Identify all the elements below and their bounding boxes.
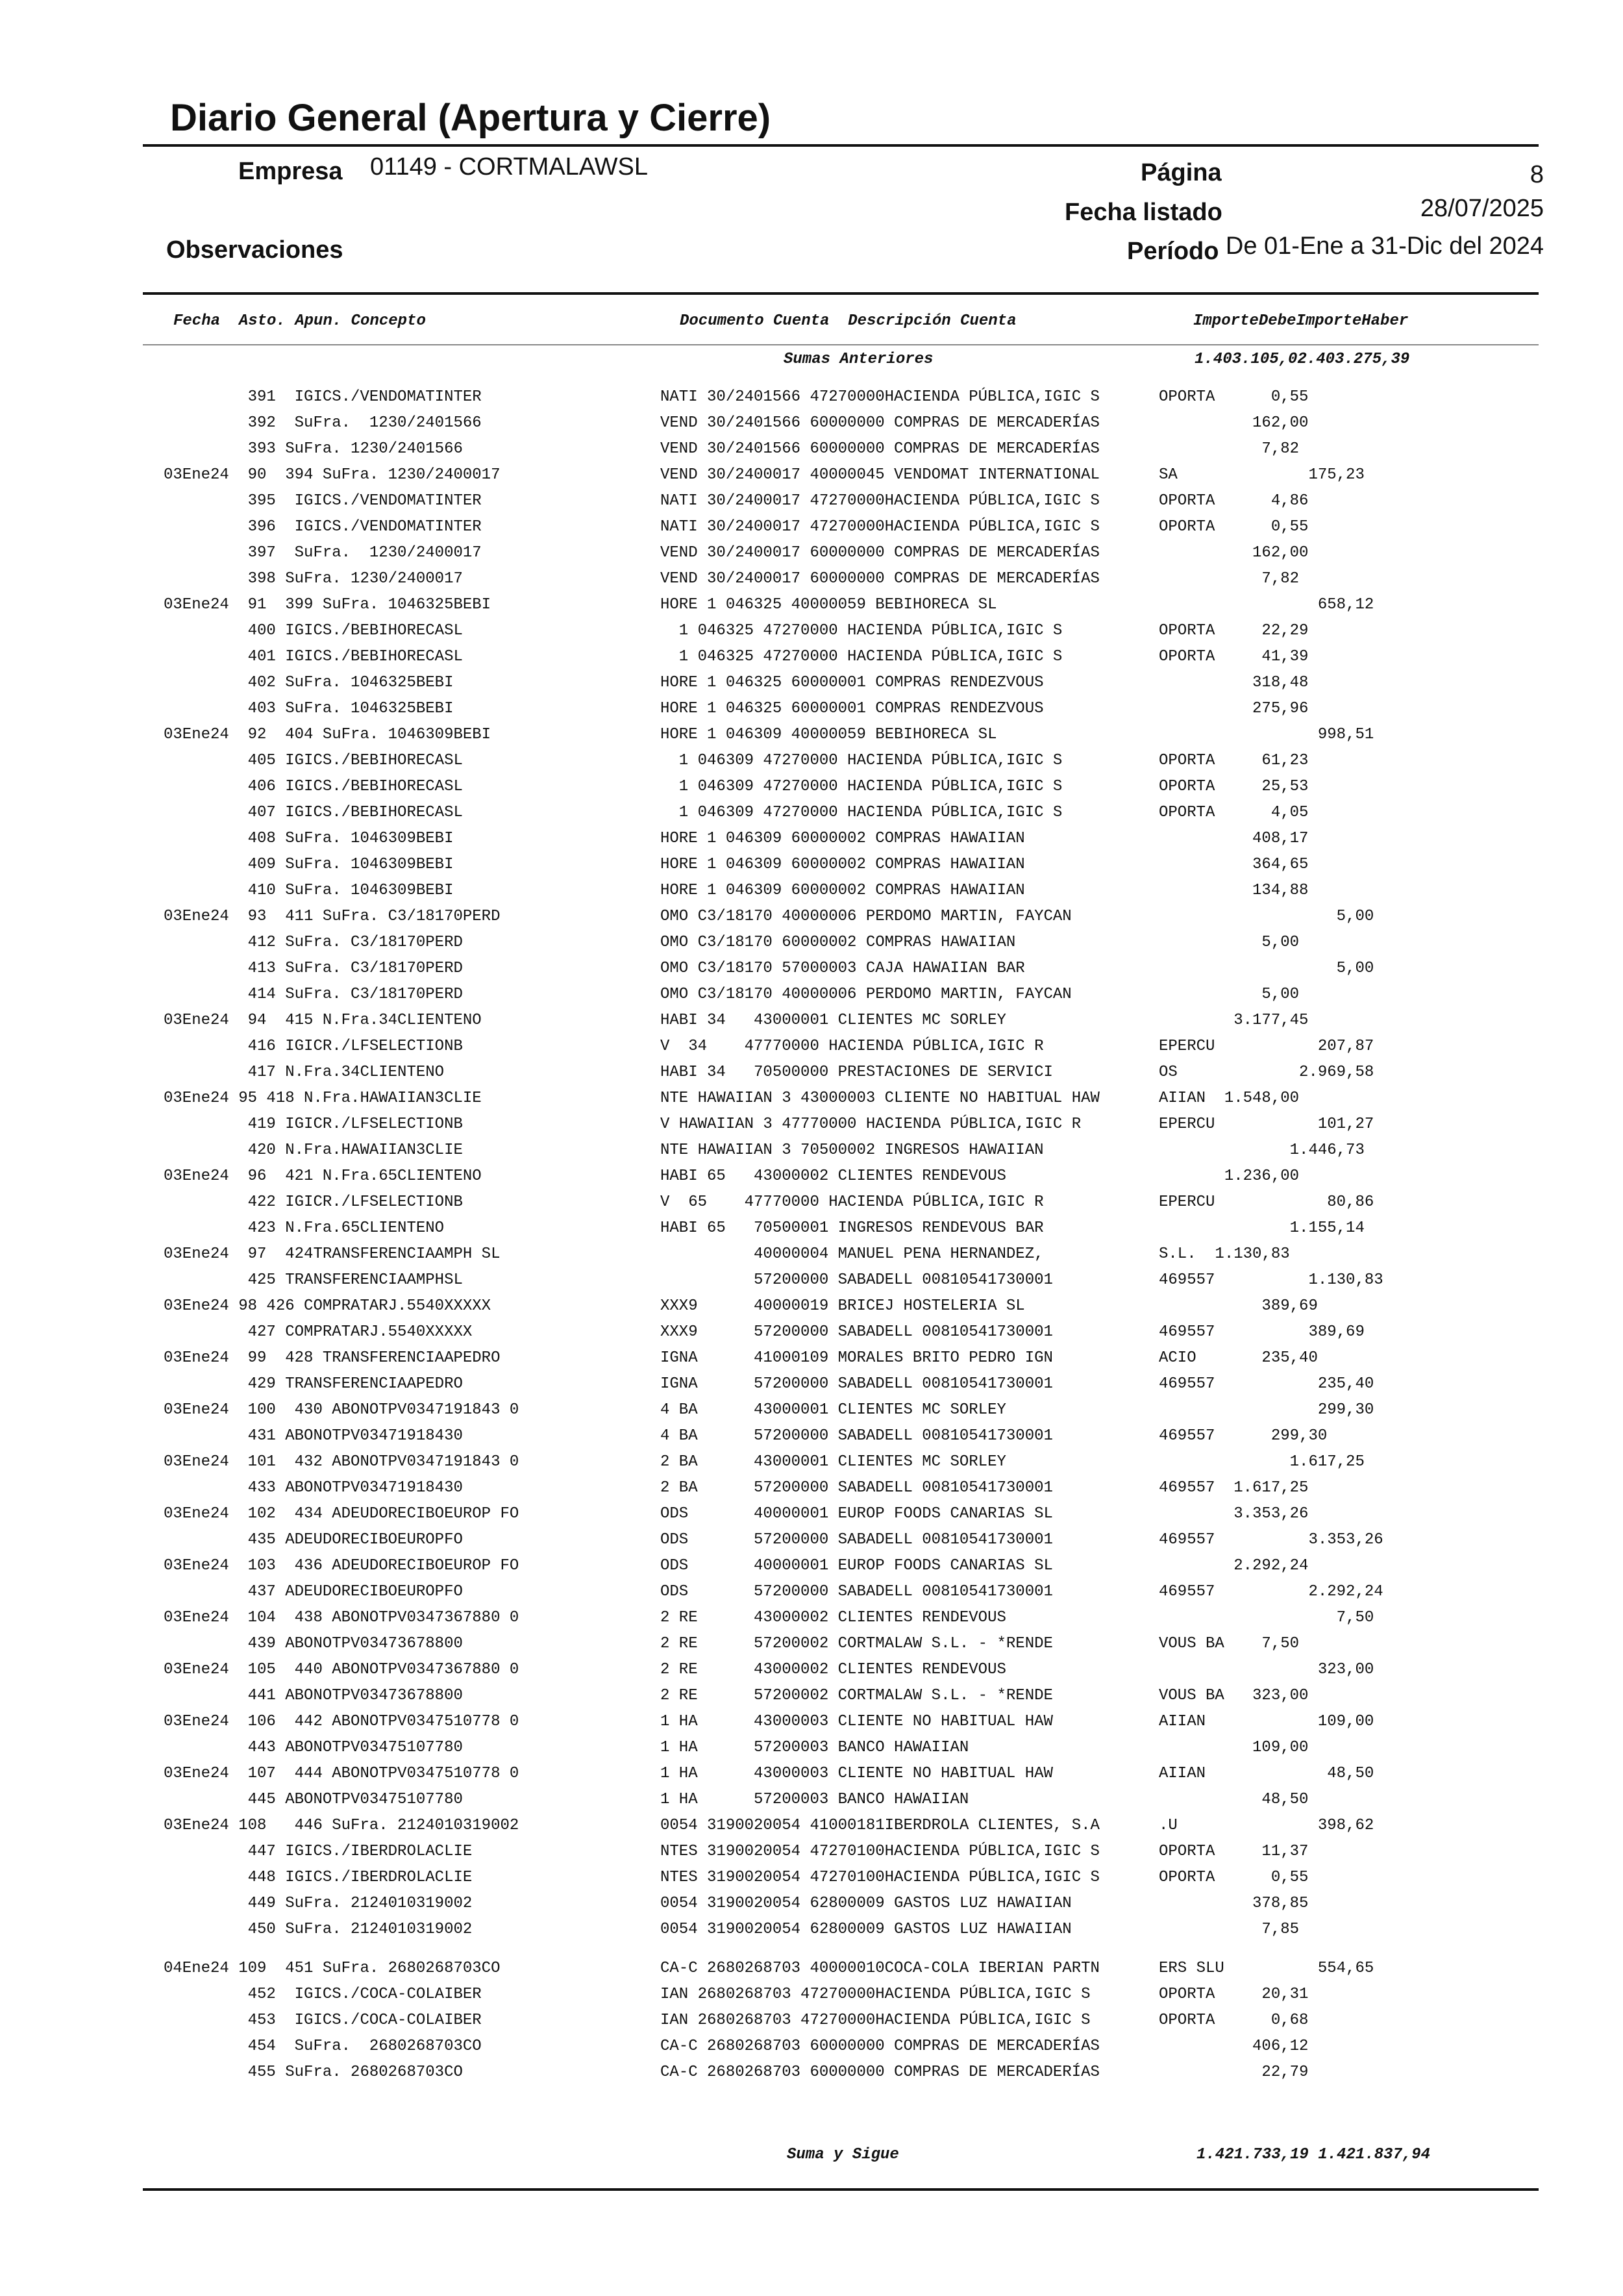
fecha-listado-value: 28/07/2025 bbox=[1420, 195, 1544, 222]
pagina-label: Página bbox=[1141, 159, 1222, 186]
entry-left: 03Ene24 104 438 ABONOTPV0347367880 0 bbox=[164, 1609, 519, 1627]
entry-amount: VOUS BA 323,00 bbox=[1159, 1687, 1309, 1704]
entry-amount: ACIO 235,40 bbox=[1159, 1349, 1318, 1367]
entry-left: 435 ADEUDORECIBOEUROPFO bbox=[164, 1531, 463, 1549]
entry-left: 403 SuFra. 1046325BEBI bbox=[164, 700, 454, 718]
entry-account: HABI 65 70500001 INGRESOS RENDEVOUS BAR bbox=[660, 1219, 1044, 1237]
entry-account: VEND 30/2400017 60000000 COMPRAS DE MERCADERÍAS bbox=[660, 544, 1100, 562]
entry-amount: 162,00 bbox=[1159, 544, 1309, 562]
entry-amount: OPORTA 4,05 bbox=[1159, 804, 1309, 821]
entry-amount: OPORTA 0,55 bbox=[1159, 1869, 1309, 1886]
entry-account: 1 046309 47270000 HACIENDA PÚBLICA,IGIC S bbox=[660, 752, 1063, 769]
entry-amount: 323,00 bbox=[1159, 1661, 1374, 1678]
entry-amount: SA 175,23 bbox=[1159, 466, 1365, 484]
entry-amount: 2.292,24 bbox=[1159, 1557, 1309, 1575]
entry-left: 427 COMPRATARJ.5540XXXXX bbox=[164, 1323, 473, 1341]
entry-left: 398 SuFra. 1230/2400017 bbox=[164, 570, 463, 588]
entry-amount: 408,17 bbox=[1159, 830, 1309, 847]
suma-y-sigue-values: 1.421.733,19 1.421.837,94 bbox=[1196, 2146, 1431, 2164]
entry-left: 392 SuFra. 1230/2401566 bbox=[164, 414, 482, 432]
entry-amount: 3.353,26 bbox=[1159, 1505, 1309, 1523]
entry-account: V 34 47770000 HACIENDA PÚBLICA,IGIC R bbox=[660, 1038, 1044, 1055]
entry-account: 1 HA 57200003 BANCO HAWAIIAN bbox=[660, 1739, 969, 1756]
entry-amount: 5,00 bbox=[1159, 986, 1300, 1003]
fecha-listado-label: Fecha listado bbox=[1065, 199, 1222, 226]
entry-amount: OPORTA 0,55 bbox=[1159, 518, 1309, 536]
entry-left: 417 N.Fra.34CLIENTENO bbox=[164, 1064, 445, 1081]
column-header-right: ImporteDebeImporteHaber bbox=[1193, 312, 1409, 330]
entry-account: HORE 1 046325 60000001 COMPRAS RENDEZVOUS bbox=[660, 674, 1044, 692]
entry-left: 429 TRANSFERENCIAAPEDRO bbox=[164, 1375, 463, 1393]
entry-left: 401 IGICS./BEBIHORECASL bbox=[164, 648, 463, 666]
entry-amount: EPERCU 101,27 bbox=[1159, 1116, 1374, 1133]
entry-account: V HAWAIIAN 3 47770000 HACIENDA PÚBLICA,IGIC R bbox=[660, 1116, 1082, 1133]
entry-account: 4 BA 43000001 CLIENTES MC SORLEY bbox=[660, 1401, 1006, 1419]
entry-account: HABI 34 70500000 PRESTACIONES DE SERVICI bbox=[660, 1064, 1053, 1081]
entry-account: VEND 30/2400017 40000045 VENDOMAT INTERNATIONAL bbox=[660, 466, 1100, 484]
entry-account: HORE 1 046325 60000001 COMPRAS RENDEZVOUS bbox=[660, 700, 1044, 718]
entry-amount: OPORTA 41,39 bbox=[1159, 648, 1309, 666]
entry-left: 433 ABONOTPV03471918430 bbox=[164, 1479, 463, 1497]
entry-account: ODS 40000001 EUROP FOODS CANARIAS SL bbox=[660, 1505, 1053, 1523]
entry-left: 03Ene24 92 404 SuFra. 1046309BEBI bbox=[164, 726, 491, 743]
column-header-middle: Documento Cuenta Descripción Cuenta bbox=[680, 312, 1017, 330]
entry-amount: 469557 1.130,83 bbox=[1159, 1271, 1383, 1289]
report-title: Diario General (Apertura y Cierre) bbox=[170, 97, 771, 139]
entry-account: VEND 30/2400017 60000000 COMPRAS DE MERCADERÍAS bbox=[660, 570, 1100, 588]
observaciones-label: Observaciones bbox=[166, 236, 343, 264]
entry-left: 03Ene24 97 424TRANSFERENCIAAMPH SL bbox=[164, 1245, 501, 1263]
entry-amount: 469557 299,30 bbox=[1159, 1427, 1328, 1445]
entry-account: 2 RE 43000002 CLIENTES RENDEVOUS bbox=[660, 1609, 1006, 1627]
entry-left: 03Ene24 96 421 N.Fra.65CLIENTENO bbox=[164, 1167, 482, 1185]
entry-amount: 364,65 bbox=[1159, 856, 1309, 873]
entry-amount: OS 2.969,58 bbox=[1159, 1064, 1374, 1081]
sumas-anteriores-label: Sumas Anteriores bbox=[784, 351, 934, 368]
entry-amount: 1.617,25 bbox=[1159, 1453, 1365, 1471]
entry-account: OMO C3/18170 40000006 PERDOMO MARTIN, FAYCAN bbox=[660, 986, 1072, 1003]
pagina-value: 8 bbox=[1530, 161, 1544, 188]
periodo-label: Período bbox=[1127, 238, 1219, 265]
entry-amount: OPORTA 22,29 bbox=[1159, 622, 1309, 640]
entry-left: 397 SuFra. 1230/2400017 bbox=[164, 544, 482, 562]
entry-left: 407 IGICS./BEBIHORECASL bbox=[164, 804, 463, 821]
entry-left: 400 IGICS./BEBIHORECASL bbox=[164, 622, 463, 640]
entry-account: 0054 3190020054 41000181IBERDROLA CLIENTES, S.A bbox=[660, 1817, 1100, 1834]
entry-left: 412 SuFra. C3/18170PERD bbox=[164, 934, 463, 951]
entry-account: HORE 1 046309 60000002 COMPRAS HAWAIIAN bbox=[660, 830, 1025, 847]
entry-left: 420 N.Fra.HAWAIIAN3CLIE bbox=[164, 1142, 463, 1159]
entry-account: VEND 30/2401566 60000000 COMPRAS DE MERCADERÍAS bbox=[660, 414, 1100, 432]
empresa-label: Empresa bbox=[238, 158, 343, 185]
entry-amount: 48,50 bbox=[1159, 1791, 1309, 1808]
entry-account: 2 BA 43000001 CLIENTES MC SORLEY bbox=[660, 1453, 1006, 1471]
entry-amount: 998,51 bbox=[1159, 726, 1374, 743]
entry-account: NATI 30/2401566 47270000HACIENDA PÚBLICA,IGIC S bbox=[660, 388, 1100, 406]
entry-account: 1 046309 47270000 HACIENDA PÚBLICA,IGIC S bbox=[660, 804, 1063, 821]
entry-amount: AIIAN 109,00 bbox=[1159, 1713, 1374, 1730]
entry-account: VEND 30/2401566 60000000 COMPRAS DE MERCADERÍAS bbox=[660, 440, 1100, 458]
entry-amount: OPORTA 11,37 bbox=[1159, 1843, 1309, 1860]
entry-amount: 7,50 bbox=[1159, 1609, 1374, 1627]
entry-account: 2 RE 57200002 CORTMALAW S.L. - *RENDE bbox=[660, 1687, 1053, 1704]
entry-left: 391 IGICS./VENDOMATINTER bbox=[164, 388, 482, 406]
entry-amount: EPERCU 80,86 bbox=[1159, 1193, 1374, 1211]
entry-amount: 318,48 bbox=[1159, 674, 1309, 692]
column-header-left: Fecha Asto. Apun. Concepto bbox=[173, 312, 426, 330]
entry-left: 450 SuFra. 2124010319002 bbox=[164, 1921, 473, 1938]
entry-account: NTES 3190020054 47270100HACIENDA PÚBLICA,IGIC S bbox=[660, 1843, 1100, 1860]
entry-left: 04Ene24 109 451 SuFra. 2680268703CO bbox=[164, 1960, 501, 1977]
entry-left: 03Ene24 106 442 ABONOTPV0347510778 0 bbox=[164, 1713, 519, 1730]
entry-amount: 7,82 bbox=[1159, 440, 1300, 458]
entry-account: 1 046325 47270000 HACIENDA PÚBLICA,IGIC S bbox=[660, 622, 1063, 640]
entry-amount: 7,82 bbox=[1159, 570, 1300, 588]
entry-account: 1 046309 47270000 HACIENDA PÚBLICA,IGIC S bbox=[660, 778, 1063, 795]
entry-account: 2 RE 43000002 CLIENTES RENDEVOUS bbox=[660, 1661, 1006, 1678]
entry-left: 03Ene24 98 426 COMPRATARJ.5540XXXXX bbox=[164, 1297, 491, 1315]
entry-left: 416 IGICR./LFSELECTIONB bbox=[164, 1038, 463, 1055]
entry-account: 4 BA 57200000 SABADELL 00810541730001 bbox=[660, 1427, 1053, 1445]
entry-left: 03Ene24 107 444 ABONOTPV0347510778 0 bbox=[164, 1765, 519, 1782]
entry-amount: S.L. 1.130,83 bbox=[1159, 1245, 1290, 1263]
entry-account: HORE 1 046309 60000002 COMPRAS HAWAIIAN bbox=[660, 882, 1025, 899]
entry-account: OMO C3/18170 57000003 CAJA HAWAIIAN BAR bbox=[660, 960, 1025, 977]
entry-left: 441 ABONOTPV03473678800 bbox=[164, 1687, 463, 1704]
entry-left: 452 IGICS./COCA-COLAIBER bbox=[164, 1986, 482, 2003]
entry-account: CA-C 2680268703 60000000 COMPRAS DE MERCADERÍAS bbox=[660, 2064, 1100, 2081]
entry-left: 03Ene24 95 418 N.Fra.HAWAIIAN3CLIE bbox=[164, 1090, 482, 1107]
entry-amount: 5,00 bbox=[1159, 908, 1374, 925]
entry-account: HABI 34 43000001 CLIENTES MC SORLEY bbox=[660, 1012, 1006, 1029]
entry-account: 57200000 SABADELL 00810541730001 bbox=[660, 1271, 1053, 1289]
entry-amount: 1.236,00 bbox=[1159, 1167, 1300, 1185]
entry-account: 1 HA 43000003 CLIENTE NO HABITUAL HAW bbox=[660, 1713, 1053, 1730]
entry-left: 396 IGICS./VENDOMATINTER bbox=[164, 518, 482, 536]
entry-amount: 378,85 bbox=[1159, 1895, 1309, 1912]
entry-left: 443 ABONOTPV03475107780 bbox=[164, 1739, 463, 1756]
entry-amount: 469557 2.292,24 bbox=[1159, 1583, 1383, 1601]
entry-left: 405 IGICS./BEBIHORECASL bbox=[164, 752, 463, 769]
entry-account: ODS 40000001 EUROP FOODS CANARIAS SL bbox=[660, 1557, 1053, 1575]
entry-account: ODS 57200000 SABADELL 00810541730001 bbox=[660, 1583, 1053, 1601]
entry-amount: 469557 1.617,25 bbox=[1159, 1479, 1309, 1497]
entry-left: 453 IGICS./COCA-COLAIBER bbox=[164, 2012, 482, 2029]
entry-account: NTE HAWAIIAN 3 70500002 INGRESOS HAWAIIAN bbox=[660, 1142, 1044, 1159]
entry-amount: 7,85 bbox=[1159, 1921, 1300, 1938]
entry-amount: 134,88 bbox=[1159, 882, 1309, 899]
entry-account: 2 RE 57200002 CORTMALAW S.L. - *RENDE bbox=[660, 1635, 1053, 1653]
entry-amount: OPORTA 25,53 bbox=[1159, 778, 1309, 795]
entry-amount: .U 398,62 bbox=[1159, 1817, 1374, 1834]
entry-left: 447 IGICS./IBERDROLACLIE bbox=[164, 1843, 473, 1860]
entry-account: CA-C 2680268703 60000000 COMPRAS DE MERCADERÍAS bbox=[660, 2038, 1100, 2055]
entry-account: ODS 57200000 SABADELL 00810541730001 bbox=[660, 1531, 1053, 1549]
footer-rule bbox=[143, 2188, 1539, 2191]
entry-account: CA-C 2680268703 40000010COCA-COLA IBERIAN PARTN bbox=[660, 1960, 1100, 1977]
entry-amount: 658,12 bbox=[1159, 596, 1374, 614]
entry-left: 431 ABONOTPV03471918430 bbox=[164, 1427, 463, 1445]
entry-left: 03Ene24 108 446 SuFra. 2124010319002 bbox=[164, 1817, 519, 1834]
entry-account: OMO C3/18170 40000006 PERDOMO MARTIN, FAYCAN bbox=[660, 908, 1072, 925]
entry-amount: 1.155,14 bbox=[1159, 1219, 1365, 1237]
entry-amount: 5,00 bbox=[1159, 934, 1300, 951]
entry-account: 0054 3190020054 62800009 GASTOS LUZ HAWAIIAN bbox=[660, 1895, 1072, 1912]
entry-left: 402 SuFra. 1046325BEBI bbox=[164, 674, 454, 692]
entry-amount: 22,79 bbox=[1159, 2064, 1309, 2081]
entry-amount: AIIAN 1.548,00 bbox=[1159, 1090, 1300, 1107]
entry-amount: OPORTA 4,86 bbox=[1159, 492, 1309, 510]
entry-amount: OPORTA 0,55 bbox=[1159, 388, 1309, 406]
entry-amount: 406,12 bbox=[1159, 2038, 1309, 2055]
entry-left: 409 SuFra. 1046309BEBI bbox=[164, 856, 454, 873]
entry-account: NTES 3190020054 47270100HACIENDA PÚBLICA,IGIC S bbox=[660, 1869, 1100, 1886]
entry-amount: 469557 389,69 bbox=[1159, 1323, 1365, 1341]
entry-account: 1 046325 47270000 HACIENDA PÚBLICA,IGIC S bbox=[660, 648, 1063, 666]
entry-amount: 299,30 bbox=[1159, 1401, 1374, 1419]
entry-left: 03Ene24 94 415 N.Fra.34CLIENTENO bbox=[164, 1012, 482, 1029]
entry-amount: 162,00 bbox=[1159, 414, 1309, 432]
entry-account: HORE 1 046309 60000002 COMPRAS HAWAIIAN bbox=[660, 856, 1025, 873]
entry-left: 03Ene24 105 440 ABONOTPV0347367880 0 bbox=[164, 1661, 519, 1678]
entry-left: 413 SuFra. C3/18170PERD bbox=[164, 960, 463, 977]
entry-amount: 469557 235,40 bbox=[1159, 1375, 1374, 1393]
entry-left: 03Ene24 101 432 ABONOTPV0347191843 0 bbox=[164, 1453, 519, 1471]
entry-left: 425 TRANSFERENCIAAMPHSL bbox=[164, 1271, 463, 1289]
entry-left: 419 IGICR./LFSELECTIONB bbox=[164, 1116, 463, 1133]
entry-left: 439 ABONOTPV03473678800 bbox=[164, 1635, 463, 1653]
entry-left: 03Ene24 93 411 SuFra. C3/18170PERD bbox=[164, 908, 501, 925]
entry-left: 448 IGICS./IBERDROLACLIE bbox=[164, 1869, 473, 1886]
entry-left: 423 N.Fra.65CLIENTENO bbox=[164, 1219, 445, 1237]
column-header-rule bbox=[143, 344, 1539, 345]
entry-amount: 275,96 bbox=[1159, 700, 1309, 718]
header-rule bbox=[143, 292, 1539, 295]
entry-account: HORE 1 046325 40000059 BEBIHORECA SL bbox=[660, 596, 997, 614]
empresa-value: 01149 - CORTMALAWSL bbox=[370, 153, 649, 181]
entry-left: 410 SuFra. 1046309BEBI bbox=[164, 882, 454, 899]
entry-account: 1 HA 57200003 BANCO HAWAIIAN bbox=[660, 1791, 969, 1808]
entry-left: 03Ene24 102 434 ADEUDORECIBOEUROP FO bbox=[164, 1505, 519, 1523]
entry-left: 03Ene24 103 436 ADEUDORECIBOEUROP FO bbox=[164, 1557, 519, 1575]
entry-left: 449 SuFra. 2124010319002 bbox=[164, 1895, 473, 1912]
entry-amount: 1.446,73 bbox=[1159, 1142, 1365, 1159]
entry-account: 0054 3190020054 62800009 GASTOS LUZ HAWAIIAN bbox=[660, 1921, 1072, 1938]
entry-left: 445 ABONOTPV03475107780 bbox=[164, 1791, 463, 1808]
entry-account: IAN 2680268703 47270000HACIENDA PÚBLICA,IGIC S bbox=[660, 1986, 1091, 2003]
entry-amount: 5,00 bbox=[1159, 960, 1374, 977]
entry-account: IAN 2680268703 47270000HACIENDA PÚBLICA,IGIC S bbox=[660, 2012, 1091, 2029]
entry-left: 408 SuFra. 1046309BEBI bbox=[164, 830, 454, 847]
entry-account: NATI 30/2400017 47270000HACIENDA PÚBLICA,IGIC S bbox=[660, 492, 1100, 510]
entry-amount: AIIAN 48,50 bbox=[1159, 1765, 1374, 1782]
entry-account: 2 BA 57200000 SABADELL 00810541730001 bbox=[660, 1479, 1053, 1497]
title-rule bbox=[143, 144, 1539, 147]
entry-left: 437 ADEUDORECIBOEUROPFO bbox=[164, 1583, 463, 1601]
suma-y-sigue-label: Suma y Sigue bbox=[787, 2146, 899, 2164]
entry-left: 03Ene24 100 430 ABONOTPV0347191843 0 bbox=[164, 1401, 519, 1419]
entry-left: 414 SuFra. C3/18170PERD bbox=[164, 986, 463, 1003]
entry-account: V 65 47770000 HACIENDA PÚBLICA,IGIC R bbox=[660, 1193, 1044, 1211]
entry-amount: EPERCU 207,87 bbox=[1159, 1038, 1374, 1055]
entry-amount: OPORTA 61,23 bbox=[1159, 752, 1309, 769]
entry-left: 422 IGICR./LFSELECTIONB bbox=[164, 1193, 463, 1211]
entry-left: 03Ene24 99 428 TRANSFERENCIAAPEDRO bbox=[164, 1349, 501, 1367]
entry-account: IGNA 41000109 MORALES BRITO PEDRO IGN bbox=[660, 1349, 1053, 1367]
entry-amount: OPORTA 20,31 bbox=[1159, 1986, 1309, 2003]
entry-left: 393 SuFra. 1230/2401566 bbox=[164, 440, 463, 458]
periodo-value: De 01-Ene a 31-Dic del 2024 bbox=[1225, 232, 1544, 260]
entry-account: HORE 1 046309 40000059 BEBIHORECA SL bbox=[660, 726, 997, 743]
entry-left: 395 IGICS./VENDOMATINTER bbox=[164, 492, 482, 510]
entry-account: IGNA 57200000 SABADELL 00810541730001 bbox=[660, 1375, 1053, 1393]
entry-left: 455 SuFra. 2680268703CO bbox=[164, 2064, 463, 2081]
entry-amount: ERS SLU 554,65 bbox=[1159, 1960, 1374, 1977]
entry-amount: 109,00 bbox=[1159, 1739, 1309, 1756]
entry-account: 40000004 MANUEL PENA HERNANDEZ, bbox=[660, 1245, 1044, 1263]
entry-account: XXX9 57200000 SABADELL 00810541730001 bbox=[660, 1323, 1053, 1341]
entry-account: HABI 65 43000002 CLIENTES RENDEVOUS bbox=[660, 1167, 1006, 1185]
entry-amount: VOUS BA 7,50 bbox=[1159, 1635, 1300, 1653]
entry-account: NTE HAWAIIAN 3 43000003 CLIENTE NO HABITUAL HAW bbox=[660, 1090, 1100, 1107]
entry-account: XXX9 40000019 BRICEJ HOSTELERIA SL bbox=[660, 1297, 1025, 1315]
entry-amount: 469557 3.353,26 bbox=[1159, 1531, 1383, 1549]
entry-left: 03Ene24 90 394 SuFra. 1230/2400017 bbox=[164, 466, 501, 484]
entry-amount: OPORTA 0,68 bbox=[1159, 2012, 1309, 2029]
entry-left: 454 SuFra. 2680268703CO bbox=[164, 2038, 482, 2055]
entry-account: OMO C3/18170 60000002 COMPRAS HAWAIIAN bbox=[660, 934, 1016, 951]
entry-amount: 389,69 bbox=[1159, 1297, 1318, 1315]
entry-account: 1 HA 43000003 CLIENTE NO HABITUAL HAW bbox=[660, 1765, 1053, 1782]
entry-left: 03Ene24 91 399 SuFra. 1046325BEBI bbox=[164, 596, 491, 614]
sumas-anteriores-values: 1.403.105,02.403.275,39 bbox=[1195, 351, 1410, 368]
entry-amount: 3.177,45 bbox=[1159, 1012, 1309, 1029]
entry-account: NATI 30/2400017 47270000HACIENDA PÚBLICA,IGIC S bbox=[660, 518, 1100, 536]
entry-left: 406 IGICS./BEBIHORECASL bbox=[164, 778, 463, 795]
